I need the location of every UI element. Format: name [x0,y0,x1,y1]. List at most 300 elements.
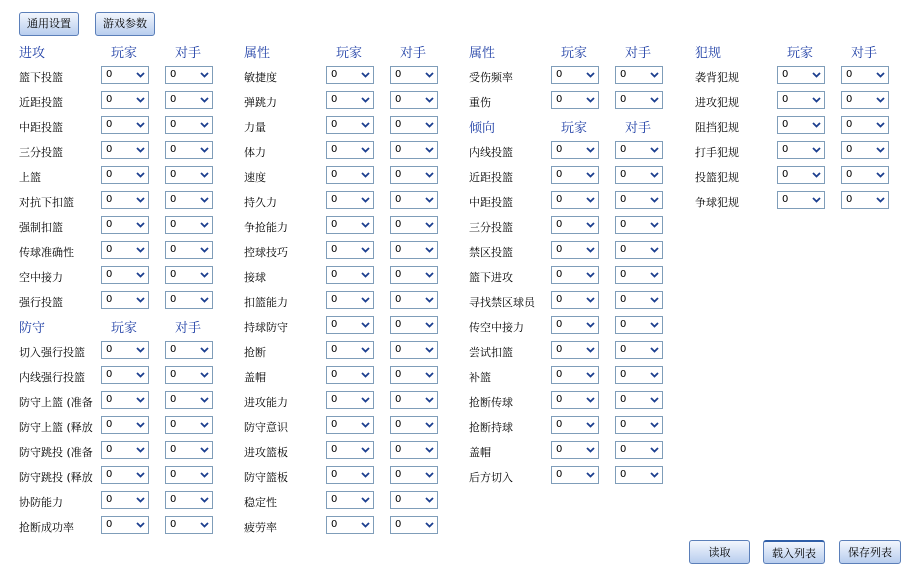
chevron-down-icon [647,242,662,258]
select-value: 0 [556,194,563,205]
select-value: 0 [782,119,789,130]
opponent-value-select[interactable] [165,166,213,184]
opponent-value-select[interactable] [165,241,213,259]
player-value-select[interactable] [551,166,599,184]
chevron-down-icon [647,417,662,433]
chevron-down-icon [583,417,598,433]
param-label: 后方切入 [469,471,513,484]
player-value-select[interactable] [101,166,149,184]
opponent-value-select[interactable] [165,91,213,109]
player-value-select[interactable] [777,66,825,84]
select-value: 0 [620,419,627,430]
select-value: 0 [331,244,338,255]
select-value: 0 [170,294,177,305]
opponent-value-select[interactable] [615,466,663,484]
player-value-select[interactable] [551,341,599,359]
param-label: 进攻犯规 [695,96,739,109]
player-value-select[interactable] [326,491,374,509]
param-row [19,163,229,188]
chevron-down-icon [197,67,212,83]
param-row [19,63,229,88]
param-label: 疲劳率 [244,521,277,534]
chevron-down-icon [358,142,373,158]
player-value-select[interactable] [101,141,149,159]
chevron-down-icon [422,292,437,308]
param-label: 争球犯规 [695,196,739,209]
chevron-down-icon [873,142,888,158]
chevron-down-icon [422,267,437,283]
opponent-value-select[interactable] [615,141,663,159]
opponent-value-select[interactable] [615,316,663,334]
opponent-value-select[interactable] [390,191,438,209]
select-value: 0 [395,194,402,205]
select-value: 0 [395,144,402,155]
save-list-button[interactable]: 保存列表 [839,540,901,564]
opponent-column-header: 对手 [175,46,202,61]
opponent-value-select[interactable] [165,391,213,409]
param-row [19,213,229,238]
param-label: 稳定性 [244,496,277,509]
player-value-select[interactable] [326,266,374,284]
select-value: 0 [395,444,402,455]
opponent-value-select[interactable] [165,266,213,284]
opponent-value-select[interactable] [165,141,213,159]
player-value-select[interactable] [101,191,149,209]
player-value-select[interactable] [551,66,599,84]
opponent-value-select[interactable] [390,441,438,459]
param-row [244,438,454,463]
player-value-select[interactable] [101,516,149,534]
select-value: 0 [556,169,563,180]
select-value: 0 [620,169,627,180]
opponent-value-select[interactable] [390,166,438,184]
player-value-select[interactable] [101,491,149,509]
chevron-down-icon [647,192,662,208]
opponent-value-select[interactable] [165,416,213,434]
param-row [469,163,679,188]
opponent-value-select[interactable] [390,341,438,359]
section-title: 属性 [469,46,496,61]
param-row [19,463,229,488]
param-label: 上篮 [19,171,41,184]
player-value-select[interactable] [326,366,374,384]
chevron-down-icon [197,117,212,133]
chevron-down-icon [358,442,373,458]
opponent-value-select[interactable] [841,141,889,159]
select-value: 0 [620,319,627,330]
player-column-header: 玩家 [787,46,814,61]
chevron-down-icon [197,267,212,283]
opponent-value-select[interactable] [390,116,438,134]
opponent-value-select[interactable] [390,466,438,484]
chevron-down-icon [133,367,148,383]
opponent-value-select[interactable] [615,416,663,434]
param-label: 盖帽 [244,371,266,384]
player-value-select[interactable] [326,341,374,359]
chevron-down-icon [358,392,373,408]
opponent-value-select[interactable] [165,216,213,234]
opponent-value-select[interactable] [390,216,438,234]
player-value-select[interactable] [551,241,599,259]
chevron-down-icon [809,92,824,108]
select-value: 0 [106,519,113,530]
player-value-select[interactable] [551,391,599,409]
param-row [695,88,905,113]
read-button[interactable]: 读取 [689,540,750,564]
opponent-value-select[interactable] [841,166,889,184]
opponent-value-select[interactable] [615,366,663,384]
opponent-value-select[interactable] [390,366,438,384]
opponent-value-select[interactable] [615,166,663,184]
opponent-value-select[interactable] [615,216,663,234]
chevron-down-icon [197,392,212,408]
param-label: 补篮 [469,371,491,384]
opponent-value-select[interactable] [390,391,438,409]
param-row [19,363,229,388]
select-value: 0 [556,394,563,405]
player-value-select[interactable] [551,216,599,234]
section-header [19,38,229,63]
player-value-select[interactable] [101,391,149,409]
opponent-value-select[interactable] [390,491,438,509]
select-value: 0 [556,294,563,305]
opponent-column-header: 对手 [400,46,427,61]
opponent-value-select[interactable] [165,66,213,84]
chevron-down-icon [197,442,212,458]
param-row [469,213,679,238]
param-label: 抢断持球 [469,421,513,434]
chevron-down-icon [133,392,148,408]
select-value: 0 [170,69,177,80]
chevron-down-icon [358,492,373,508]
select-value: 0 [106,494,113,505]
select-value: 0 [331,319,338,330]
opponent-value-select[interactable] [841,91,889,109]
opponent-value-select[interactable] [165,291,213,309]
player-value-select[interactable] [326,441,374,459]
select-value: 0 [620,144,627,155]
opponent-value-select[interactable] [615,391,663,409]
tab-general-settings[interactable]: 通用设置 [19,12,79,36]
param-label: 防守跳投 (释放 [19,471,93,484]
chevron-down-icon [583,267,598,283]
chevron-down-icon [422,117,437,133]
player-value-select[interactable] [326,141,374,159]
player-value-select[interactable] [777,91,825,109]
param-row [19,438,229,463]
player-value-select[interactable] [326,216,374,234]
opponent-value-select[interactable] [390,316,438,334]
select-value: 0 [395,269,402,280]
player-value-select[interactable] [101,116,149,134]
chevron-down-icon [647,367,662,383]
param-row [244,238,454,263]
select-value: 0 [395,519,402,530]
opponent-value-select[interactable] [841,66,889,84]
chevron-down-icon [358,267,373,283]
player-value-select[interactable] [101,266,149,284]
chevron-down-icon [358,192,373,208]
player-value-select[interactable] [326,66,374,84]
player-value-select[interactable] [326,166,374,184]
player-value-select[interactable] [326,391,374,409]
chevron-down-icon [197,492,212,508]
chevron-down-icon [358,67,373,83]
player-value-select[interactable] [326,241,374,259]
select-value: 0 [395,244,402,255]
player-value-select[interactable] [777,166,825,184]
chevron-down-icon [197,92,212,108]
player-value-select[interactable] [551,291,599,309]
select-value: 0 [170,269,177,280]
opponent-value-select[interactable] [841,116,889,134]
select-value: 0 [620,244,627,255]
param-label: 接球 [244,271,266,284]
opponent-value-select[interactable] [615,191,663,209]
select-value: 0 [620,269,627,280]
param-row [19,188,229,213]
chevron-down-icon [197,217,212,233]
select-value: 0 [331,294,338,305]
select-value: 0 [106,69,113,80]
param-label: 对抗下扣篮 [19,196,74,209]
param-label: 内线投篮 [469,146,513,159]
select-value: 0 [620,219,627,230]
column-2 [244,38,454,538]
select-value: 0 [331,194,338,205]
opponent-value-select[interactable] [615,241,663,259]
select-value: 0 [170,369,177,380]
param-row [469,363,679,388]
chevron-down-icon [133,342,148,358]
player-value-select[interactable] [551,141,599,159]
opponent-value-select[interactable] [165,441,213,459]
opponent-value-select[interactable] [615,441,663,459]
select-value: 0 [331,444,338,455]
opponent-value-select[interactable] [841,191,889,209]
opponent-value-select[interactable] [390,241,438,259]
param-row [244,213,454,238]
select-value: 0 [331,344,338,355]
player-value-select[interactable] [551,366,599,384]
param-row [244,88,454,113]
param-row [469,238,679,263]
player-value-select[interactable] [551,416,599,434]
chevron-down-icon [422,92,437,108]
chevron-down-icon [809,142,824,158]
select-value: 0 [106,394,113,405]
select-value: 0 [106,369,113,380]
player-column-header: 玩家 [336,46,363,61]
param-label: 持久力 [244,196,277,209]
select-value: 0 [170,519,177,530]
opponent-value-select[interactable] [165,466,213,484]
player-value-select[interactable] [326,416,374,434]
opponent-value-select[interactable] [390,91,438,109]
param-label: 速度 [244,171,266,184]
player-value-select[interactable] [326,466,374,484]
select-value: 0 [782,194,789,205]
player-value-select[interactable] [101,366,149,384]
param-row [19,413,229,438]
chevron-down-icon [358,167,373,183]
chevron-down-icon [422,192,437,208]
select-value: 0 [331,144,338,155]
param-row [244,463,454,488]
chevron-down-icon [358,467,373,483]
player-value-select[interactable] [551,91,599,109]
select-value: 0 [620,294,627,305]
chevron-down-icon [197,292,212,308]
player-value-select[interactable] [551,441,599,459]
opponent-value-select[interactable] [390,416,438,434]
opponent-column-header: 对手 [625,121,652,136]
player-column-header: 玩家 [561,121,588,136]
chevron-down-icon [422,317,437,333]
chevron-down-icon [197,367,212,383]
select-value: 0 [556,144,563,155]
param-label: 抢断传球 [469,396,513,409]
player-value-select[interactable] [777,116,825,134]
player-value-select[interactable] [101,291,149,309]
select-value: 0 [106,344,113,355]
param-row [19,288,229,313]
player-value-select[interactable] [326,316,374,334]
opponent-value-select[interactable] [615,266,663,284]
select-value: 0 [106,419,113,430]
chevron-down-icon [647,267,662,283]
param-label: 受伤频率 [469,71,513,84]
param-row [695,163,905,188]
param-label: 三分投篮 [19,146,63,159]
player-value-select[interactable] [551,266,599,284]
select-value: 0 [846,69,853,80]
player-value-select[interactable] [326,116,374,134]
column-4 [695,38,905,538]
player-value-select[interactable] [101,216,149,234]
opponent-value-select[interactable] [615,66,663,84]
select-value: 0 [170,94,177,105]
select-value: 0 [556,469,563,480]
select-value: 0 [620,369,627,380]
select-value: 0 [331,69,338,80]
player-value-select[interactable] [101,91,149,109]
chevron-down-icon [197,167,212,183]
player-value-select[interactable] [326,291,374,309]
opponent-value-select[interactable] [165,341,213,359]
player-value-select[interactable] [551,316,599,334]
player-value-select[interactable] [101,341,149,359]
opponent-value-select[interactable] [165,516,213,534]
param-label: 敏捷度 [244,71,277,84]
chevron-down-icon [647,392,662,408]
opponent-value-select[interactable] [615,341,663,359]
param-row [695,63,905,88]
param-row [19,263,229,288]
param-row [244,188,454,213]
select-value: 0 [395,319,402,330]
select-value: 0 [620,394,627,405]
player-value-select[interactable] [101,66,149,84]
select-value: 0 [556,419,563,430]
select-value: 0 [620,469,627,480]
opponent-value-select[interactable] [615,291,663,309]
chevron-down-icon [583,367,598,383]
select-value: 0 [556,219,563,230]
section-header [695,38,905,63]
select-value: 0 [395,169,402,180]
param-label: 防守上篮 (准备 [19,396,93,409]
select-value: 0 [846,194,853,205]
opponent-value-select[interactable] [390,141,438,159]
player-value-select[interactable] [551,191,599,209]
chevron-down-icon [809,117,824,133]
opponent-value-select[interactable] [390,516,438,534]
player-value-select[interactable] [777,141,825,159]
player-value-select[interactable] [326,91,374,109]
player-value-select[interactable] [101,416,149,434]
chevron-down-icon [133,442,148,458]
param-label: 持球防守 [244,321,288,334]
opponent-value-select[interactable] [615,91,663,109]
select-value: 0 [170,394,177,405]
chevron-down-icon [358,367,373,383]
select-value: 0 [170,244,177,255]
player-value-select[interactable] [326,516,374,534]
opponent-value-select[interactable] [165,491,213,509]
opponent-value-select[interactable] [165,191,213,209]
chevron-down-icon [422,467,437,483]
player-value-select[interactable] [551,466,599,484]
chevron-down-icon [197,192,212,208]
opponent-value-select[interactable] [390,66,438,84]
player-value-select[interactable] [777,191,825,209]
select-value: 0 [331,519,338,530]
param-row [19,238,229,263]
opponent-value-select[interactable] [165,366,213,384]
select-value: 0 [106,119,113,130]
chevron-down-icon [358,517,373,533]
select-value: 0 [556,319,563,330]
load-list-button[interactable]: 载入列表 [763,540,825,564]
section-header [19,313,229,338]
select-value: 0 [170,144,177,155]
chevron-down-icon [647,142,662,158]
select-value: 0 [331,269,338,280]
opponent-column-header: 对手 [851,46,878,61]
select-value: 0 [395,119,402,130]
chevron-down-icon [358,217,373,233]
select-value: 0 [556,344,563,355]
section-header [244,38,454,63]
opponent-value-select[interactable] [165,116,213,134]
opponent-value-select[interactable] [390,291,438,309]
select-value: 0 [395,419,402,430]
select-value: 0 [331,219,338,230]
chevron-down-icon [358,92,373,108]
player-value-select[interactable] [101,241,149,259]
player-value-select[interactable] [326,191,374,209]
chevron-down-icon [647,442,662,458]
opponent-value-select[interactable] [390,266,438,284]
chevron-down-icon [358,342,373,358]
player-value-select[interactable] [101,466,149,484]
chevron-down-icon [583,342,598,358]
player-value-select[interactable] [101,441,149,459]
tab-game-params[interactable]: 游戏参数 [95,12,155,36]
select-value: 0 [170,169,177,180]
select-value: 0 [331,394,338,405]
